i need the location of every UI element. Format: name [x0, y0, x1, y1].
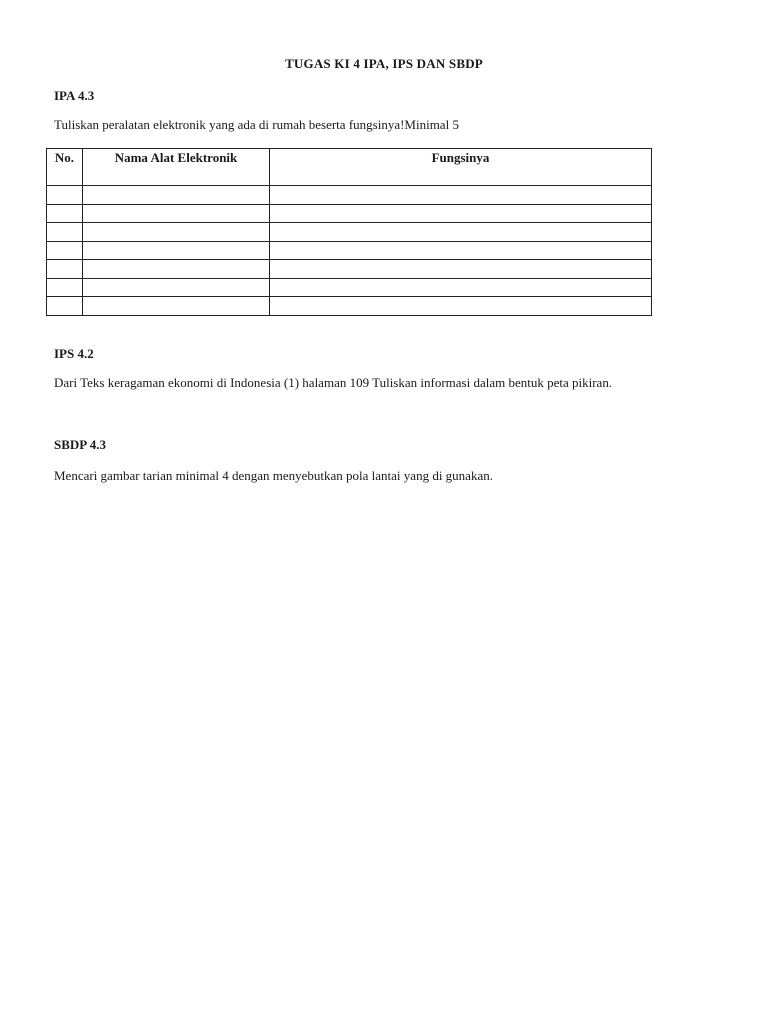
- cell-no: [47, 223, 83, 242]
- table-row: [47, 223, 652, 242]
- cell-nama: [83, 278, 270, 297]
- cell-fungsi: [270, 278, 652, 297]
- electronics-table: [46, 148, 652, 316]
- cell-no: [47, 204, 83, 223]
- ips-heading: IPS 4.2: [54, 346, 94, 361]
- cell-no: [47, 278, 83, 297]
- cell-no: [47, 297, 83, 316]
- ipa-instruction: Tuliskan peralatan elektronik yang ada di rumah beserta fungsinya!Minimal 5: [54, 117, 459, 132]
- sbdp-heading: SBDP 4.3: [54, 437, 107, 452]
- cell-nama: [83, 223, 270, 242]
- cell-nama: [83, 260, 270, 279]
- cell-nama: [83, 297, 270, 316]
- cell-fungsi: [270, 186, 652, 205]
- table-row: [47, 241, 652, 260]
- sbdp-instruction: Mencari gambar tarian minimal 4 dengan menyebutkan pola lantai yang di gunakan.: [54, 468, 493, 483]
- cell-fungsi: [270, 204, 652, 223]
- table-row: [47, 260, 652, 279]
- cell-fungsi: [270, 241, 652, 260]
- cell-no: [47, 260, 83, 279]
- document-title: TUGAS KI 4 IPA, IPS DAN SBDP: [285, 56, 483, 71]
- ips-instruction: Dari Teks keragaman ekonomi di Indonesia (1) halaman 109 Tuliskan informasi dalam bentuk peta pikiran.: [54, 375, 613, 390]
- header-fungsinya: Fungsinya: [270, 149, 652, 186]
- table-row: [47, 278, 652, 297]
- cell-nama: [83, 204, 270, 223]
- table-header-row: [47, 149, 652, 186]
- header-no: No.: [47, 149, 83, 186]
- cell-fungsi: [270, 223, 652, 242]
- table-row: [47, 204, 652, 223]
- cell-no: [47, 186, 83, 205]
- table-row: [47, 297, 652, 316]
- header-nama-alat: Nama Alat Elektronik: [83, 149, 270, 186]
- cell-no: [47, 241, 83, 260]
- ipa-heading: IPA 4.3: [54, 88, 95, 103]
- cell-fungsi: [270, 297, 652, 316]
- cell-fungsi: [270, 260, 652, 279]
- table-row: [47, 186, 652, 205]
- cell-nama: [83, 241, 270, 260]
- cell-nama: [83, 186, 270, 205]
